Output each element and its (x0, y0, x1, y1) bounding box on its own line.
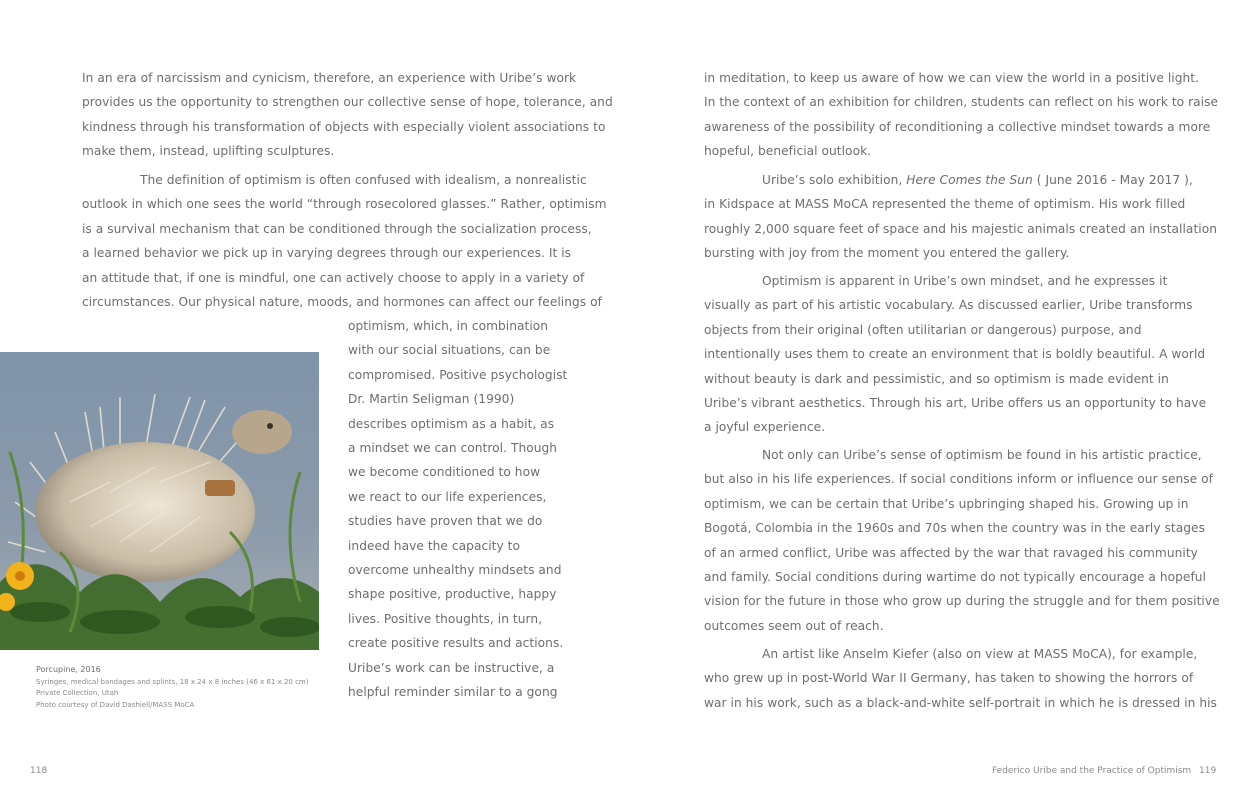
text-line (704, 168, 1217, 192)
text-line: optimism, we can be certain that Uribe’s upbringing shaped his. Growing up in (704, 496, 1189, 511)
caption-year: 2016 (80, 665, 101, 674)
text-line: studies have proven that we do (348, 514, 543, 529)
text-fragment: ( June 2016 - May 2017 ), (1032, 173, 1193, 187)
left-page (0, 0, 620, 804)
left-paragraph-2-narrow-column (348, 314, 567, 705)
text-line: Uribe’s work can be instructive, a (348, 660, 555, 675)
caption-title: Porcupine (36, 665, 76, 674)
caption-collection: Private Collection, Utah (36, 689, 119, 697)
right-paragraph-1 (704, 66, 1218, 164)
text-line: bursting with joy from the moment you entered the gallery. (704, 246, 1070, 261)
text-line: circumstances. Our physical nature, moods, and hormones can affect our feelings of (82, 295, 602, 310)
text-line: An artist like Anselm Kiefer (also on view at MASS MoCA), for example, (762, 647, 1198, 661)
text-line: shape positive, productive, happy (348, 587, 557, 602)
text-line: but also in his life experiences. If social conditions inform or influence our sense of (704, 472, 1214, 487)
text-line: without beauty is dark and pessimistic, and so optimism is made evident in (704, 371, 1169, 386)
text-line: compromised. Positive psychologist (348, 367, 568, 382)
right-paragraph-3 (704, 269, 1206, 440)
text-line: outlook in which one sees the world “through rosecolored glasses.” Rather, optimism (82, 197, 607, 212)
left-paragraph-1 (82, 66, 613, 164)
running-footer: Federico Uribe and the Practice of Optimism (992, 766, 1192, 776)
text-line: Optimism is apparent in Uribe’s own mindset, and he expresses it (762, 274, 1168, 288)
text-line: with our social situations, can be (348, 343, 551, 358)
caption-materials: Syringes, medical bandages and splints, 18 x 24 x 8 inches (46 x 61 x 20 cm) (36, 677, 309, 686)
porcupine-illustration (0, 352, 319, 650)
text-line: overcome unhealthy mindsets and (348, 563, 562, 578)
text-line: kindness through his transformation of objects with especially violent associations to (82, 119, 606, 134)
text-line: who grew up in post-World War II Germany, has taken to showing the horrors of (704, 671, 1194, 686)
text-line: hopeful, beneficial outlook. (704, 144, 872, 159)
right-paragraph-2 (704, 168, 1217, 266)
left-paragraph-2 (82, 168, 607, 314)
text-line: in meditation, to keep us aware of how we can view the world in a positive light. (704, 71, 1200, 85)
text-line: a mindset we can control. Though (348, 441, 558, 456)
text-line: objects from their original (often utilitarian or dangerous) purpose, and (704, 322, 1142, 337)
text-line: optimism, which, in combination (348, 319, 549, 333)
right-page (620, 0, 1243, 804)
text-line: of an armed conflict, Uribe was affected by the war that ravaged his community (704, 545, 1198, 560)
text-line: visually as part of his artistic vocabulary. As discussed earlier, Uribe transforms (704, 298, 1193, 313)
photo-caption: Porcupine, 2016 Syringes, medical bandages and splints, 18 x 24 x 8 inches (46 x 61 x 20 cm) Private Collection, Utah Photo courtesy of David Dashiell/MASS MoCA (36, 664, 308, 711)
exhibition-title: Here Comes the Sun (906, 173, 1033, 187)
text-line: lives. Positive thoughts, in turn, (348, 611, 543, 626)
caption-credit: Photo courtesy of David Dashiell/MASS MoCA (36, 700, 195, 709)
text-line: The definition of optimism is often confused with idealism, a nonrealistic (140, 173, 587, 187)
text-line: we become conditioned to how (348, 465, 541, 480)
text-line: roughly 2,000 square feet of space and his majestic animals created an installation (704, 221, 1217, 236)
text-line: awareness of the possibility of reconditioning a collective mindset towards a more (704, 119, 1211, 134)
text-line: an attitude that, if one is mindful, one can actively choose to apply in a variety of (82, 270, 585, 285)
text-line: Bogotá, Colombia in the 1960s and 70s when the country was in the early stages (704, 521, 1205, 536)
right-paragraph-5 (704, 642, 1217, 715)
text-fragment: Uribe’s solo exhibition, (762, 173, 907, 187)
text-line: Not only can Uribe’s sense of optimism be found in his artistic practice, (762, 448, 1202, 462)
text-line: indeed have the capacity to (348, 538, 521, 553)
text-line: and family. Social conditions during wartime do not typically encourage a hopeful (704, 570, 1206, 585)
text-line: make them, instead, uplifting sculptures. (82, 144, 335, 159)
porcupine-sculpture-photo (0, 352, 319, 650)
text-line: In the context of an exhibition for children, students can reflect on his work to raise (704, 95, 1219, 110)
right-paragraph-4 (704, 443, 1220, 638)
text-line: vision for the future in those who grow up during the struggle and for them positive (704, 594, 1220, 609)
text-line: we react to our life experiences, (348, 489, 547, 504)
text-line: describes optimism as a habit, as (348, 416, 555, 431)
text-line: outcomes seem out of reach. (704, 618, 884, 633)
text-line: helpful reminder similar to a gong (348, 685, 558, 700)
text-line: in Kidspace at MASS MoCA represented the theme of optimism. His work filled (704, 197, 1186, 212)
page-number-right: 119 (1199, 766, 1217, 776)
text-line: is a survival mechanism that can be conditioned through the socialization process, (82, 221, 592, 236)
text-line: a joyful experience. (704, 420, 826, 435)
text-line: Uribe’s vibrant aesthetics. Through his art, Uribe offers us an opportunity to have (704, 396, 1207, 411)
text-line: Dr. Martin Seligman (1990) (348, 392, 515, 407)
text-line: war in his work, such as a black-and-white self-portrait in which he is dressed in his (704, 695, 1217, 710)
text-line: intentionally uses them to create an environment that is boldly beautiful. A world (704, 347, 1206, 362)
text-line: provides us the opportunity to strengthen our collective sense of hope, tolerance, and (82, 95, 613, 110)
text-line: create positive results and actions. (348, 636, 564, 651)
page-number-left: 118 (30, 766, 48, 776)
text-line: In an era of narcissism and cynicism, therefore, an experience with Uribe’s work (82, 71, 577, 85)
text-line: a learned behavior we pick up in varying degrees through our experiences. It is (82, 246, 572, 261)
